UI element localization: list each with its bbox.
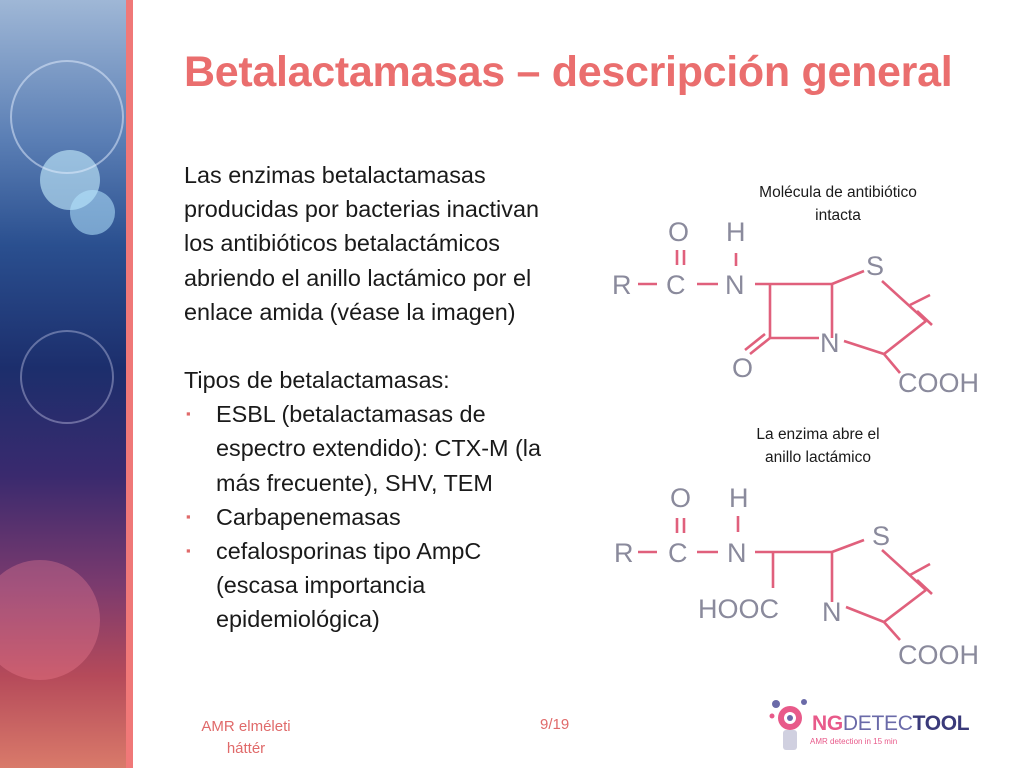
slide-body [184, 158, 589, 637]
atom-label: H [729, 483, 749, 513]
opened-ring-molecule-diagram [600, 480, 1000, 670]
bullet-icon: ▪ [186, 543, 191, 559]
glow-circle [70, 190, 115, 235]
types-heading: Tipos de betalactamasas: [184, 367, 450, 394]
atom-label: H [726, 217, 746, 247]
intro-line: enlace amida (véase la imagen) [184, 298, 516, 325]
bond [910, 564, 930, 575]
bond [750, 338, 770, 354]
bond [884, 590, 926, 622]
atom-label: N [725, 270, 745, 300]
list-item: ▪ cefalosporinas tipo AmpC (escasa importancia epidemiológica) [184, 534, 589, 637]
bond [844, 341, 884, 354]
atom-label: C [668, 538, 688, 568]
bond [884, 622, 900, 640]
decorative-side-image [0, 0, 126, 768]
logo-tagline: AMR detection in 15 min [810, 737, 898, 746]
glow-circle [10, 60, 124, 174]
slide-title: Betalactamasas – descripción general [184, 48, 953, 96]
atom-label: S [872, 521, 891, 551]
footer-section-label: AMR elméleti háttér [201, 718, 291, 757]
intro-line: los antibióticos betalactámicos [184, 230, 500, 257]
bond [884, 321, 926, 354]
bullet-icon: ▪ [186, 406, 191, 422]
atom-label: HOOC [698, 594, 779, 624]
caption-opened-ring: La enzima abre el anillo lactámico [756, 426, 880, 466]
types-list [184, 397, 589, 636]
atom-label: O [670, 483, 692, 513]
glow-circle [0, 560, 100, 680]
atom-label: N [820, 328, 840, 358]
intro-line: abriendo el anillo lactámico por el [184, 264, 532, 291]
intro-line: Las enzimas betalactamasas [184, 162, 486, 188]
list-item: ▪ Carbapenemasas [184, 500, 589, 534]
atom-label: N [727, 538, 747, 568]
bond [832, 540, 864, 552]
atom-label: COOH [898, 368, 979, 398]
atom-label: R [612, 270, 632, 300]
intact-molecule-diagram [600, 205, 1000, 415]
bond [832, 271, 864, 284]
list-item: ▪ ESBL (betalactamasas de espectro extendido): CTX-M (la más frecuente), SHV, TEM [184, 397, 589, 500]
atom-label: O [668, 217, 690, 247]
bullet-icon: ▪ [186, 508, 191, 524]
glow-circle [20, 330, 114, 424]
atom-label: R [614, 538, 634, 568]
atom-label: COOH [898, 640, 979, 670]
side-accent-bar [126, 0, 133, 768]
bond [745, 334, 765, 350]
atom-label: O [732, 353, 754, 383]
caption-intact-molecule: Molécula de antibiótico intacta [759, 184, 917, 224]
intro-line: producidas por bacterias inactivan [184, 196, 539, 223]
bond [846, 607, 884, 622]
ngdetectool-logo-icon [768, 694, 812, 754]
page-number: 9/19 [540, 716, 570, 733]
atom-label: N [822, 597, 842, 627]
bond [910, 295, 930, 305]
logo-wordmark: NGDETECTOOL [812, 712, 970, 735]
atom-label: S [866, 251, 885, 281]
atom-label: C [666, 270, 686, 300]
